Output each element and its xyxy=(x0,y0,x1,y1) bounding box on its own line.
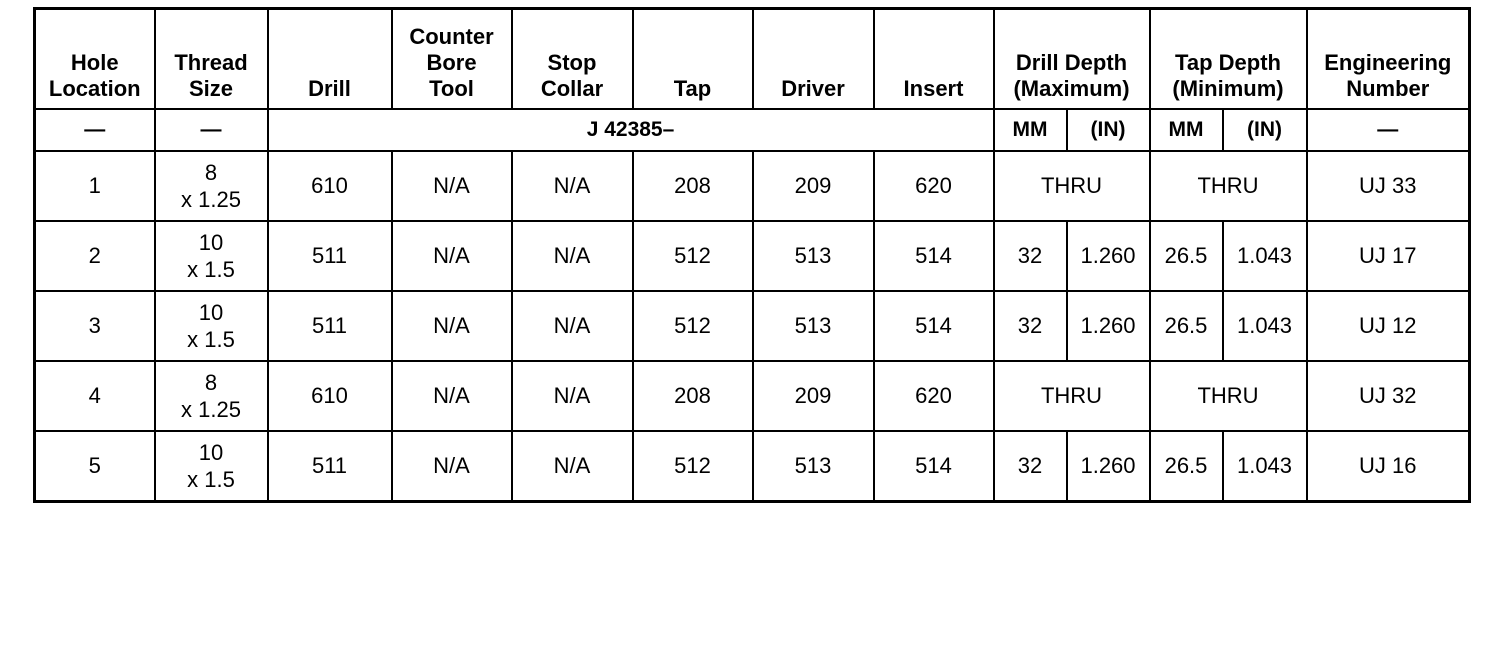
cell-drill-depth-mm: 32 xyxy=(994,291,1067,361)
cell-hole: 2 xyxy=(35,221,155,291)
cell-insert: 514 xyxy=(874,431,994,502)
cell-driver: 513 xyxy=(753,431,874,502)
cell-engineering-number: UJ 16 xyxy=(1307,431,1470,502)
header-thread-size: Thread Size xyxy=(155,9,268,110)
header-row xyxy=(35,9,1470,110)
cell-driver: 513 xyxy=(753,291,874,361)
cell-drill: 511 xyxy=(268,221,392,291)
cell-drill: 511 xyxy=(268,291,392,361)
subheader-tool-prefix: J 42385– xyxy=(268,109,994,151)
cell-insert: 620 xyxy=(874,361,994,431)
cell-tap-depth-thru: THRU xyxy=(1150,361,1307,431)
header-engineering-number: Engineering Number xyxy=(1307,9,1470,110)
cell-engineering-number: UJ 17 xyxy=(1307,221,1470,291)
table-row xyxy=(35,151,1470,221)
table-row xyxy=(35,221,1470,291)
subheader-row xyxy=(35,109,1470,151)
header-stop-collar: Stop Collar xyxy=(512,9,633,110)
cell-thread-size xyxy=(155,291,268,361)
thread-pitch: x 1.5 xyxy=(187,327,235,352)
subheader-tap-mm: MM xyxy=(1150,109,1223,151)
cell-driver: 209 xyxy=(753,151,874,221)
table-row xyxy=(35,361,1470,431)
cell-tap-depth-mm: 26.5 xyxy=(1150,291,1223,361)
cell-hole: 3 xyxy=(35,291,155,361)
cell-engineering-number: UJ 33 xyxy=(1307,151,1470,221)
cell-thread-size xyxy=(155,221,268,291)
cell-driver: 513 xyxy=(753,221,874,291)
cell-tap-depth-mm: 26.5 xyxy=(1150,221,1223,291)
cell-drill-depth-thru: THRU xyxy=(994,361,1150,431)
cell-drill-depth-in: 1.260 xyxy=(1067,291,1150,361)
cell-counter-bore: N/A xyxy=(392,431,512,502)
cell-drill-depth-in: 1.260 xyxy=(1067,221,1150,291)
cell-stop-collar: N/A xyxy=(512,361,633,431)
thread-major: 8 xyxy=(204,160,218,185)
header-insert: Insert xyxy=(874,9,994,110)
cell-insert: 514 xyxy=(874,291,994,361)
cell-counter-bore: N/A xyxy=(392,151,512,221)
cell-tap-depth-in: 1.043 xyxy=(1223,221,1307,291)
cell-tap-depth-thru: THRU xyxy=(1150,151,1307,221)
cell-tap: 512 xyxy=(633,291,753,361)
table-row xyxy=(35,431,1470,502)
cell-tap: 208 xyxy=(633,151,753,221)
cell-thread-size xyxy=(155,361,268,431)
cell-hole: 1 xyxy=(35,151,155,221)
header-driver: Driver xyxy=(753,9,874,110)
thread-major: 10 xyxy=(198,300,224,325)
cell-counter-bore: N/A xyxy=(392,361,512,431)
cell-stop-collar: N/A xyxy=(512,291,633,361)
cell-drill-depth-in: 1.260 xyxy=(1067,431,1150,502)
cell-drill-depth-mm: 32 xyxy=(994,221,1067,291)
subheader-tap-in: (IN) xyxy=(1223,109,1307,151)
cell-tap: 208 xyxy=(633,361,753,431)
cell-tap: 512 xyxy=(633,221,753,291)
thread-pitch: x 1.5 xyxy=(187,467,235,492)
header-tap-depth: Tap Depth (Minimum) xyxy=(1150,9,1307,110)
subheader-drill-mm: MM xyxy=(994,109,1067,151)
cell-counter-bore: N/A xyxy=(392,291,512,361)
cell-stop-collar: N/A xyxy=(512,221,633,291)
tool-spec-table xyxy=(33,7,1471,503)
cell-engineering-number: UJ 12 xyxy=(1307,291,1470,361)
subheader-drill-in: (IN) xyxy=(1067,109,1150,151)
cell-tap: 512 xyxy=(633,431,753,502)
header-drill: Drill xyxy=(268,9,392,110)
cell-hole: 4 xyxy=(35,361,155,431)
cell-tap-depth-mm: 26.5 xyxy=(1150,431,1223,502)
cell-drill-depth-thru: THRU xyxy=(994,151,1150,221)
subheader-eng-dash: — xyxy=(1307,109,1470,151)
cell-insert: 514 xyxy=(874,221,994,291)
cell-thread-size xyxy=(155,151,268,221)
thread-pitch: x 1.25 xyxy=(181,397,241,422)
cell-stop-collar: N/A xyxy=(512,151,633,221)
thread-major: 8 xyxy=(204,370,218,395)
header-hole-location: Hole Location xyxy=(35,9,155,110)
cell-drill: 610 xyxy=(268,151,392,221)
cell-drill: 511 xyxy=(268,431,392,502)
cell-driver: 209 xyxy=(753,361,874,431)
cell-tap-depth-in: 1.043 xyxy=(1223,291,1307,361)
header-counter-bore-tool: Counter Bore Tool xyxy=(392,9,512,110)
thread-pitch: x 1.5 xyxy=(187,257,235,282)
cell-drill-depth-mm: 32 xyxy=(994,431,1067,502)
cell-thread-size xyxy=(155,431,268,502)
cell-engineering-number: UJ 32 xyxy=(1307,361,1470,431)
cell-hole: 5 xyxy=(35,431,155,502)
cell-drill: 610 xyxy=(268,361,392,431)
cell-counter-bore: N/A xyxy=(392,221,512,291)
thread-pitch: x 1.25 xyxy=(181,187,241,212)
table-row xyxy=(35,291,1470,361)
subheader-hole-dash: — xyxy=(35,109,155,151)
thread-major: 10 xyxy=(198,440,224,465)
subheader-thread-dash: — xyxy=(155,109,268,151)
cell-tap-depth-in: 1.043 xyxy=(1223,431,1307,502)
cell-stop-collar: N/A xyxy=(512,431,633,502)
header-tap: Tap xyxy=(633,9,753,110)
cell-insert: 620 xyxy=(874,151,994,221)
thread-major: 10 xyxy=(198,230,224,255)
header-drill-depth: Drill Depth (Maximum) xyxy=(994,9,1150,110)
